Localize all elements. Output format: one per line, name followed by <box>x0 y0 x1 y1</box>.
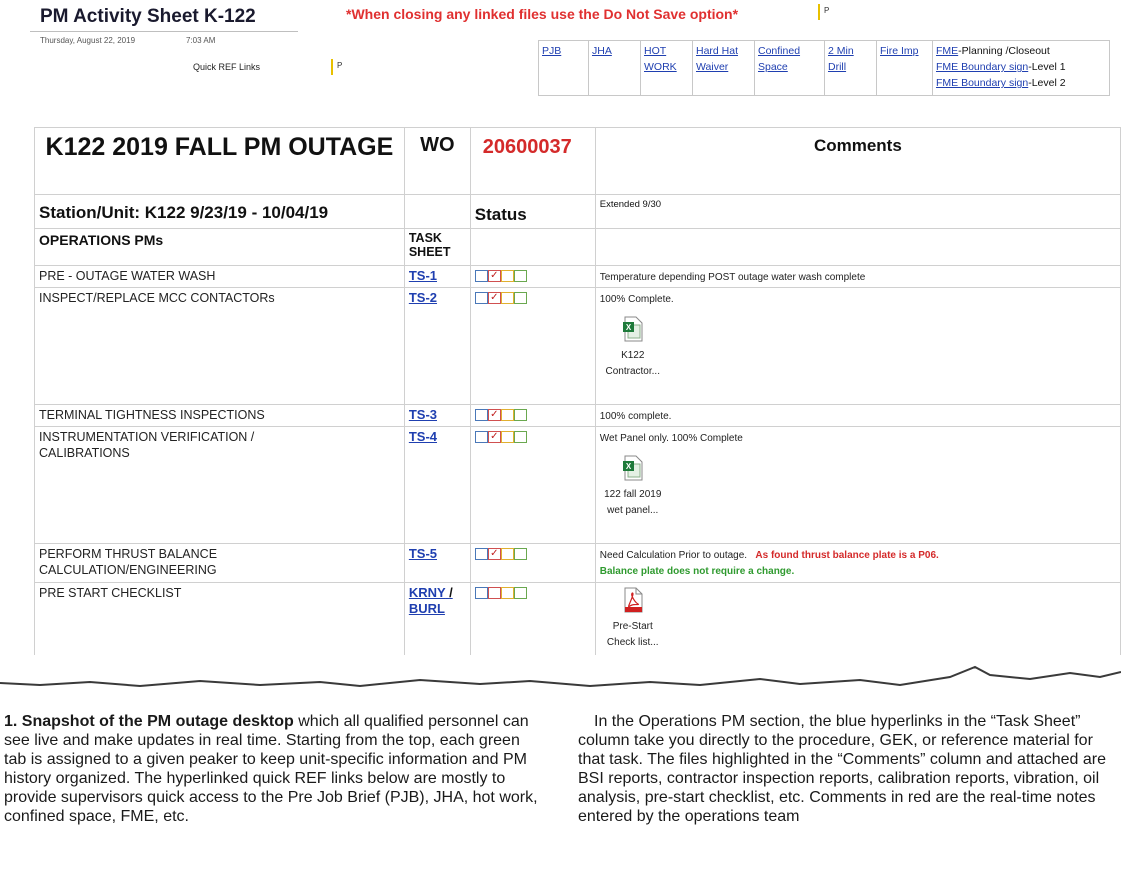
task-sheet-header: TASK SHEET <box>408 231 451 259</box>
task-name: INSPECT/REPLACE MCC CONTACTORs <box>39 291 275 305</box>
excel-file-icon <box>622 455 644 481</box>
check-mark[interactable]: ✓ <box>488 292 501 304</box>
task-comment[interactable]: 100% Complete. <box>599 294 674 305</box>
status-checkboxes[interactable] <box>471 405 595 421</box>
status-header: Status <box>474 205 527 224</box>
status-comment[interactable]: Extended 9/30 <box>599 199 662 210</box>
svg-text:X: X <box>625 323 631 332</box>
fme-planning-link[interactable]: FME <box>936 45 959 57</box>
task-comment[interactable]: Temperature depending POST outage water wash complete <box>599 272 866 283</box>
operations-pms-label: OPERATIONS PMs <box>39 232 164 248</box>
table-row <box>35 544 1121 583</box>
wo-number[interactable]: 20600037 <box>482 136 572 158</box>
attachment-name: 122 fall 2019 wet panel... <box>604 489 662 516</box>
task-sheet-link[interactable]: TS-2 <box>408 290 438 305</box>
comments-header: Comments <box>813 136 902 155</box>
do-not-save-warning: *When closing any linked files use the Do Not Save option* <box>346 6 739 22</box>
quick-link-hot-work[interactable]: HOT WORK <box>641 41 693 95</box>
status-checkboxes[interactable] <box>471 427 595 443</box>
figure-caption-right: In the Operations PM section, the blue hyperlinks in the “Task Sheet” column take you directly to the procedure, GEK, or reference material for that task. The files highlighted in the “Comments” column and attached are BSI reports, contractor inspection reports, calibration reports, vibration, oil analysis, pre-start checklist, etc. Comments in red are the real-time notes entered by the operations team <box>578 713 1106 825</box>
quick-link-2-min-drill[interactable]: 2 Min Drill <box>825 41 877 95</box>
task-name: TERMINAL TIGHTNESS INSPECTIONS <box>39 408 265 422</box>
attachment-name: Pre-Start Check list... <box>606 621 659 648</box>
pdf-file-icon <box>622 587 644 613</box>
check-mark[interactable]: ✓ <box>488 409 501 421</box>
current-time: 7:03 AM <box>186 36 216 45</box>
pm-activity-table <box>34 127 1121 675</box>
outage-title-cell <box>35 128 405 195</box>
station-unit-dates: Station/Unit: K122 9/23/19 - 10/04/19 <box>39 203 329 222</box>
task-name: PRE - OUTAGE WATER WASH <box>39 269 216 283</box>
red-realtime-note: As found thrust balance plate is a P06. <box>755 550 939 561</box>
fme-boundary-level2-link[interactable]: FME Boundary sign <box>936 77 1029 89</box>
krny-link[interactable]: KRNY <box>408 585 446 600</box>
fme-boundary-level1-link[interactable]: FME Boundary sign <box>936 61 1029 73</box>
excel-file-icon <box>622 316 644 342</box>
caption-title: 1. Snapshot of the PM outage desktop <box>4 713 294 730</box>
quick-link-confined-space[interactable]: Confined Space <box>755 41 825 95</box>
table-row: PRE START CHECKLIST KRNY / BURL Pre-Start Check list... <box>35 583 1121 675</box>
quick-link-pjb[interactable]: PJB <box>539 41 589 95</box>
task-sheet-link[interactable]: TS-3 <box>408 407 438 422</box>
attachment-name: K122 Contractor... <box>605 350 660 377</box>
green-note: Balance plate does not require a change. <box>599 566 795 577</box>
torn-edge-divider <box>0 655 1121 695</box>
wo-label: WO <box>420 134 455 156</box>
task-name: PERFORM THRUST BALANCE CALCULATION/ENGINEERING <box>39 547 218 577</box>
caption-body-left: which all qualified personnel can see live and make updates in real time. Starting from the top, each green tab is assigned to a given peaker to keep unit-specific information and PM history organized. The hyperlinked quick REF links below are mostly to provide supervisors quick access to the Pre Job Brief (PJB), JHA, hot work, confined space, FME, etc. <box>4 713 538 825</box>
quick-ref-links-panel <box>538 40 1110 96</box>
status-checkboxes[interactable] <box>471 266 595 282</box>
check-mark[interactable]: ✓ <box>488 431 501 443</box>
task-comment[interactable]: 100% complete. <box>599 411 672 422</box>
title-divider <box>30 31 298 32</box>
task-sheet-link[interactable]: TS-4 <box>408 429 438 444</box>
burl-link[interactable]: BURL <box>408 601 445 616</box>
figure-caption-left <box>4 712 544 826</box>
quick-link-fme-group: FME-Planning /Closeout FME Boundary sign-Level 1 FME Boundary sign-Level 2 <box>936 45 1066 89</box>
checkbox-control-p[interactable]: P <box>818 4 829 20</box>
table-row <box>35 288 1121 405</box>
pdf-attachment[interactable] <box>602 587 664 651</box>
task-name: INSTRUMENTATION VERIFICATION / CALIBRATIONS <box>39 430 255 460</box>
outage-title: K122 2019 FALL PM OUTAGE <box>45 133 394 161</box>
status-checkboxes[interactable] <box>471 288 595 304</box>
task-comment[interactable]: Need Calculation Prior to outage. As found thrust balance plate is a P06. Balance plate does not require a change. <box>599 550 939 577</box>
quick-link-hard-hat-waiver[interactable]: Hard Hat Waiver <box>693 41 755 95</box>
task-sheet-link[interactable]: TS-5 <box>408 546 438 561</box>
status-checkboxes[interactable] <box>471 544 595 560</box>
task-sheet-link[interactable]: TS-1 <box>408 268 438 283</box>
excel-attachment[interactable] <box>602 455 664 519</box>
task-name: PRE START CHECKLIST <box>39 586 182 600</box>
check-mark[interactable]: ✓ <box>488 270 501 282</box>
sheet-title: PM Activity Sheet K-122 <box>40 6 256 27</box>
table-row <box>35 427 1121 544</box>
table-row <box>35 405 1121 427</box>
status-checkboxes[interactable] <box>471 583 595 599</box>
quick-ref-checkbox-p[interactable]: P <box>331 59 342 75</box>
task-comment[interactable]: Wet Panel only. 100% Complete <box>599 433 743 444</box>
check-mark[interactable]: ✓ <box>488 548 501 560</box>
quick-link-jha[interactable]: JHA <box>589 41 641 95</box>
quick-link-fire-imp[interactable]: Fire Imp <box>877 41 933 95</box>
current-date: Thursday, August 22, 2019 <box>40 36 136 45</box>
quick-ref-label: Quick REF Links <box>193 62 261 72</box>
table-row <box>35 266 1121 288</box>
svg-text:X: X <box>625 462 631 471</box>
excel-attachment[interactable] <box>602 316 664 380</box>
